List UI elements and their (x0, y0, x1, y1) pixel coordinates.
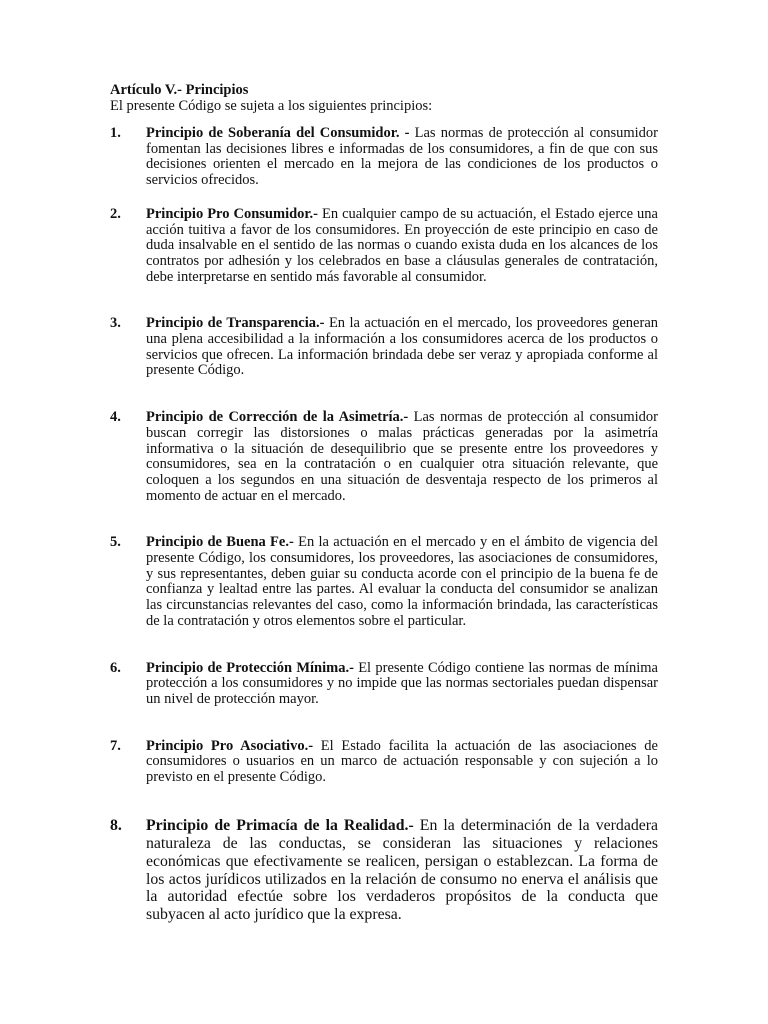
principle-text: El presente Código contiene las normas de mínima protección a los consumidores y no impide que las normas sectoriales puedan dispensar un nivel de protección mayor. (146, 659, 658, 707)
principle-text: En cualquier campo de su actuación, el Estado ejerce una acción tuitiva a favor de los consumidores. En proyección de este principio en caso de duda insalvable en el sentido de las normas o cuando exista duda en los alcances de los contratos por adhesión y los celebrados en base a cláusulas generales de contratación, debe interpretarse en sentido más favorable al consumidor. (146, 205, 658, 285)
principle-text: En la determinación de la verdadera naturaleza de las conductas, se consideran las situaciones y relaciones económicas que efectivamente se realicen, persigan o establezcan. La forma de los actos jurídicos utilizados en la relación de consumo no enerva el análisis que la autoridad efectúe sobre los verdaderos propósitos de la conducta que subyacen al acto jurídico que la expresa. (146, 816, 659, 924)
principle-text: Las normas de protección al consumidor fomentan las decisiones libres e informadas de los consumidores, a fin de que con sus decisiones orienten el mercado en la mejora de las condiciones de los productos o servicios ofrecidos. (146, 125, 658, 189)
principle-item-4 (110, 410, 658, 504)
principle-item-2 (110, 207, 658, 286)
item-body (146, 817, 658, 924)
principle-text: El Estado facilita la actuación de las asociaciones de consumidores o usuarios en un marco de actuación responsable y con sujeción a lo previsto en el presente Código. (146, 737, 658, 786)
article-intro: El presente Código se sujeta a los siguientes principios: (110, 98, 433, 114)
principle-name: Principio de Transparencia.- (146, 315, 325, 332)
item-number: 5. (110, 534, 121, 551)
item-number: 2. (110, 205, 121, 222)
item-body (146, 316, 658, 379)
article-title: Artículo V.- Principios (110, 82, 249, 98)
principle-name: Principio de Soberanía del Consumidor. - (146, 125, 410, 141)
principle-name: Principio de Primacía de la Realidad.- (146, 816, 414, 834)
principle-text: En la actuación en el mercado, los proveedores generan una plena accesibilidad a la información a los consumidores acerca de los productos o servicios que ofrecen. La información brindada debe ser veraz y apropiada conforme al presente Código. (146, 315, 659, 379)
item-body (146, 126, 658, 189)
item-body (146, 661, 658, 708)
principle-item-5 (110, 535, 658, 629)
principle-item-6 (110, 661, 658, 708)
item-number: 4. (110, 409, 121, 426)
item-body (146, 739, 658, 786)
principle-text: Las normas de protección al consumidor buscan corregir las distorsiones o malas prácticas generadas por la asimetría informativa o la situación de desequilibrio que se presente entre los proveedores y consumidores, sea en la contratación o en cualquier otra situación relevante, que coloquen a los segundos en una situación de desventaja respecto de los primeros al momento de actuar en el mercado. (146, 409, 659, 504)
item-number: 7. (110, 737, 121, 754)
principle-item-3 (110, 316, 658, 379)
item-body (146, 535, 658, 629)
principle-item-8 (110, 817, 658, 924)
principle-name: Principio Pro Consumidor.- (146, 205, 318, 222)
item-body (146, 410, 658, 504)
principle-name: Principio Pro Asociativo.- (146, 737, 314, 754)
principle-name: Principio de Protección Mínima.- (146, 659, 354, 676)
principle-text: En la actuación en el mercado y en el ámbito de vigencia del presente Código, los consumidores, los proveedores, las asociaciones de consumidores, y sus representantes, deben guiar su conducta acorde con el principio de la buena fe de confianza y lealtad entre las partes. Al evaluar la conducta del consumidor se analizan las circunstancias relevantes del caso, como la información brindada, las características de la contratación y otros elementos sobre el particular. (146, 534, 658, 629)
item-number: 1. (110, 125, 121, 141)
principle-item-7 (110, 739, 658, 786)
item-number: 3. (110, 315, 121, 332)
item-number: 6. (110, 659, 121, 676)
principle-name: Principio de Buena Fe.- (146, 534, 294, 551)
principle-name: Principio de Corrección de la Asimetría.- (146, 409, 409, 426)
principle-item-1 (110, 126, 658, 189)
item-body (146, 207, 658, 286)
item-number: 8. (110, 816, 122, 834)
